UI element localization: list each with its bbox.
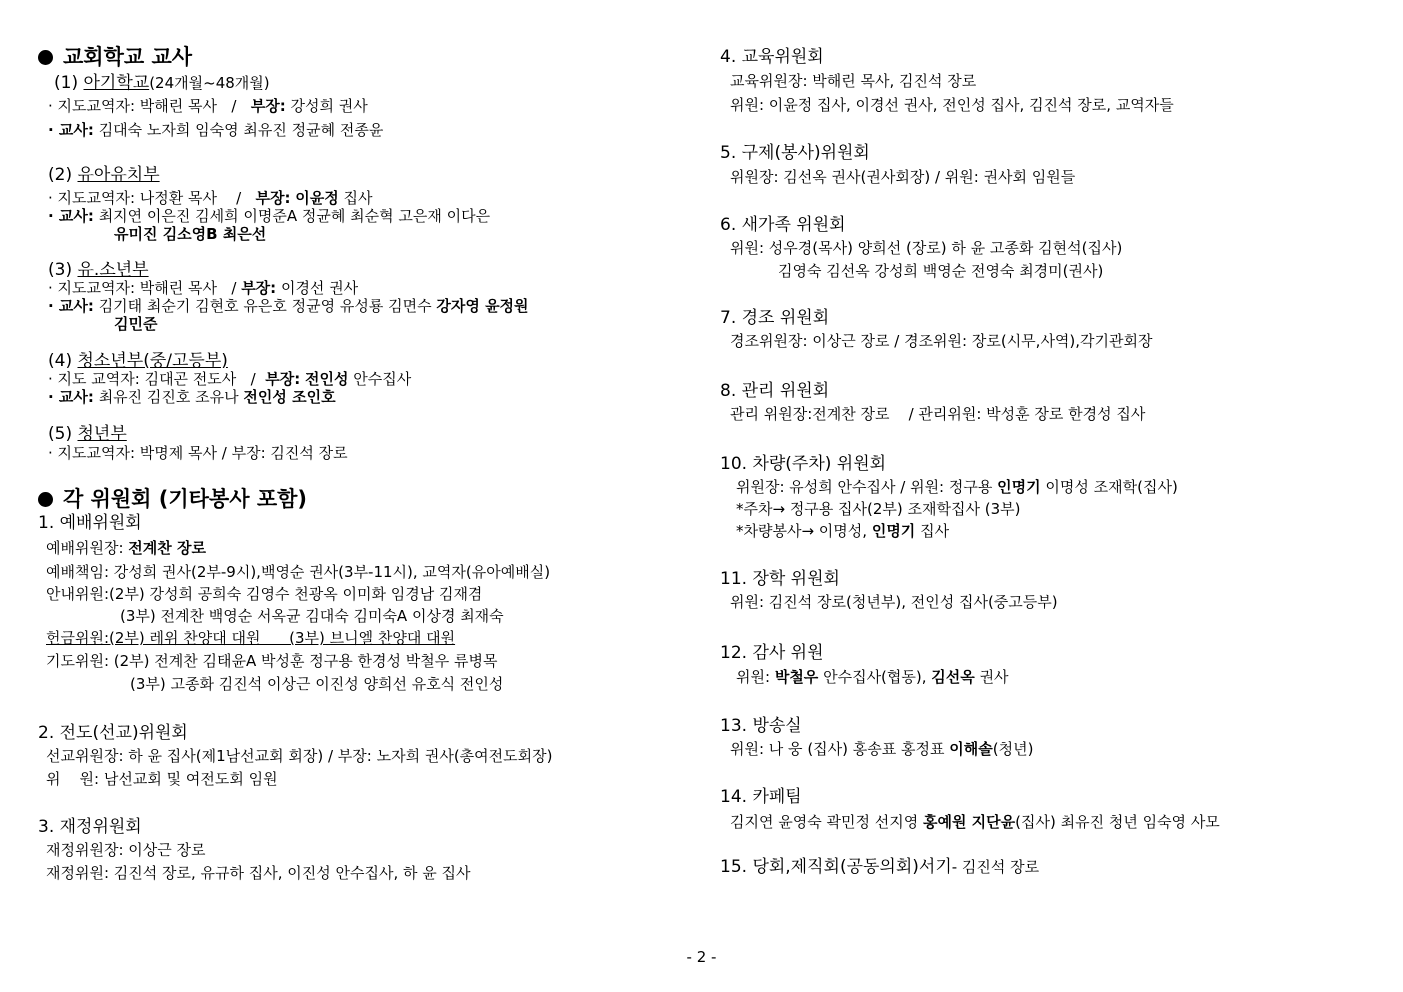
committee-title: 4. 교육위원회	[720, 47, 824, 67]
committee-line: 재정위원장: 이상근 장로	[46, 841, 206, 859]
section-title-committees: 각 위원회 (기타봉사 포함)	[38, 486, 307, 512]
committee-title: 7. 경조 위원회	[720, 308, 830, 328]
committee-line: 경조위원장: 이상근 장로 / 경조위원: 장로(시무,사역),각기관회장	[730, 332, 1153, 350]
committee-title: 11. 장학 위원회	[720, 569, 840, 589]
committee-title: 14. 카페팀	[720, 787, 802, 807]
dept-heading-baby-school: (1) 아기학교(24개월~48개월)	[54, 73, 270, 93]
dept-heading-young-adult: (5) 청년부	[48, 424, 127, 444]
committee-line: (3부) 전계찬 백영순 서옥균 김대숙 김미숙A 이상경 최재숙	[120, 607, 504, 625]
committee-title: 3. 재정위원회	[38, 817, 142, 837]
committee-line: 위원: 나 웅 (집사) 홍송표 홍정표 이해솔(청년)	[730, 740, 1034, 758]
committee-line: 관리 위원장:전계찬 장로 / 관리위원: 박성훈 장로 한경성 집사	[730, 405, 1146, 423]
committee-title: 10. 차량(주차) 위원회	[720, 454, 887, 474]
dept-teacher-line: · 교사: 최지연 이은진 김세희 이명준A 정균혜 최순혁 고은재 이다은	[48, 207, 491, 225]
committee-line: 위원장: 김선옥 권사(권사회장) / 위원: 권사회 임원들	[730, 168, 1076, 186]
committee-title: 8. 관리 위원회	[720, 381, 830, 401]
committee-line: 위원: 김진석 장로(청년부), 전인성 집사(중고등부)	[730, 593, 1058, 611]
bullet-icon	[38, 492, 53, 507]
dept-teacher-line: · 교사: 김대숙 노자희 임숙영 최유진 정균혜 전종윤	[48, 121, 384, 139]
committee-line: 기도위원: (2부) 전계찬 김태윤A 박성훈 정구용 한경성 박철우 류병목	[46, 652, 498, 670]
committee-line: 선교위원장: 하 윤 집사(제1남선교회 회장) / 부장: 노자희 권사(총여전도회장)	[46, 747, 553, 765]
dept-leader-line: · 지도 교역자: 김대곤 전도사 / 부장: 전인성 안수집사	[48, 370, 412, 388]
committee-title: 6. 새가족 위원회	[720, 215, 846, 235]
dept-leader-line: · 지도교역자: 나정환 목사 / 부장: 이윤정 집사	[48, 189, 373, 207]
committee-line: 위원: 박철우 안수집사(협동), 김선옥 권사	[736, 668, 1009, 686]
committee-line: 재정위원: 김진석 장로, 유규하 집사, 이진성 안수집사, 하 윤 집사	[46, 864, 471, 882]
bullet-icon	[38, 50, 53, 65]
committee-line: 위원장: 유성희 안수집사 / 위원: 정구용 인명기 이명성 조재학(집사)	[736, 478, 1178, 496]
committee-line: 김지연 윤영숙 곽민정 선지영 홍예원 지단윤(집사) 최유진 청년 임숙영 사모	[730, 813, 1220, 831]
committee-line: 위원: 성우경(목사) 양희선 (장로) 하 윤 고종화 김현석(집사)	[730, 239, 1123, 257]
committee-line: 예배책임: 강성희 권사(2부-9시),백영순 권사(3부-11시), 교역자(유아예배실)	[46, 563, 551, 581]
committee-title: 15. 당회,제직회(공동의회)서기- 김진석 장로	[720, 857, 1040, 877]
committee-line: 안내위원:(2부) 강성희 공희숙 김영수 천광옥 이미화 임경남 김재겸	[46, 585, 483, 603]
dept-leader-line: · 지도교역자: 박명제 목사 / 부장: 김진석 장로	[48, 444, 348, 462]
committee-line: 예배위원장: 전계찬 장로	[46, 539, 206, 557]
dept-heading-kindergarten: (2) 유아유치부	[48, 165, 160, 185]
committee-title: 12. 감사 위원	[720, 643, 824, 663]
committee-line: 위 원: 남선교회 및 여전도회 임원	[46, 770, 278, 788]
dept-teacher-line-cont: 유미진 김소영B 최은선	[114, 225, 267, 243]
committee-title: 1. 예배위원회	[38, 513, 142, 533]
dept-teacher-line: · 교사: 김기태 최순기 김현호 유은호 정균영 유성룡 김면수 강자영 윤정원	[48, 297, 529, 315]
committee-title: 13. 방송실	[720, 716, 802, 736]
committee-title: 2. 전도(선교)위원회	[38, 723, 188, 743]
dept-heading-elementary: (3) 유.소년부	[48, 260, 149, 280]
dept-heading-youth: (4) 청소년부(중/고등부)	[48, 351, 228, 371]
dept-teacher-line: · 교사: 최유진 김진호 조유나 전인성 조인호	[48, 388, 336, 406]
dept-teacher-line-cont: 김민준	[114, 315, 158, 333]
committee-line: 김영숙 김선옥 강성희 백영순 전영숙 최경미(권사)	[778, 262, 1104, 280]
page-number: - 2 -	[686, 948, 717, 966]
committee-line: 헌금위원:(2부) 레위 찬양대 대원 (3부) 브니엘 찬양대 대원	[46, 629, 456, 647]
committee-line: (3부) 고종화 김진석 이상근 이진성 양희선 유호식 전인성	[130, 675, 504, 693]
committee-line: *주차→ 정구용 집사(2부) 조재학집사 (3부)	[736, 500, 1021, 518]
section-title-teachers: 교회학교 교사	[38, 44, 192, 70]
dept-leader-line: · 지도교역자: 박해린 목사 / 부장: 이경선 권사	[48, 279, 359, 297]
committee-line: *차량봉사→ 이명성, 인명기 집사	[736, 522, 950, 540]
committee-line: 교육위원장: 박해린 목사, 김진석 장로	[730, 72, 977, 90]
committee-title: 5. 구제(봉사)위원회	[720, 143, 870, 163]
committee-line: 위원: 이윤정 집사, 이경선 권사, 전인성 집사, 김진석 장로, 교역자들	[730, 96, 1174, 114]
dept-leader-line: · 지도교역자: 박해린 목사 / 부장: 강성희 권사	[48, 97, 368, 115]
